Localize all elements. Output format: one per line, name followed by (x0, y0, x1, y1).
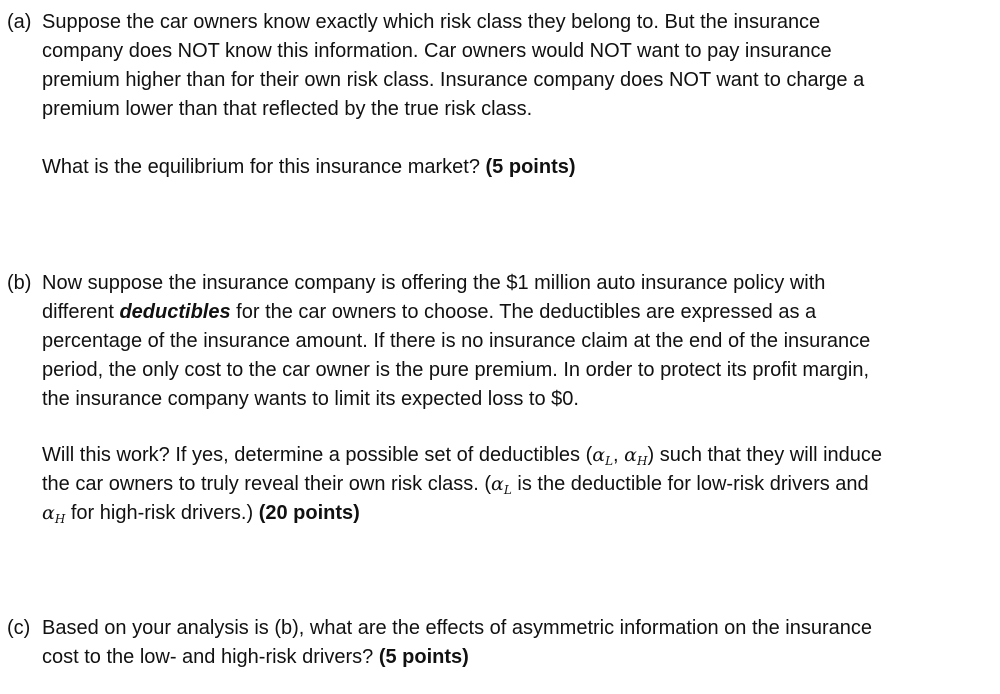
question-c-line-1: Based on your analysis is (b), what are the effects of asymmetric information on the insurance (42, 617, 873, 639)
question-b-body (42, 269, 980, 414)
alpha-h-symbol-2: $\alpha_H$ (42, 502, 66, 526)
alpha-l-symbol: $\alpha_L$ (592, 444, 614, 468)
question-b-prompt-l1-post: ) such that they will induce (647, 444, 883, 466)
question-a-points: (5 points) (485, 156, 576, 178)
alpha-h-symbol: $\alpha_H$ (624, 444, 648, 468)
question-b-line-1: Now suppose the insurance company is offering the $1 million auto insurance policy with (42, 272, 826, 294)
question-b-prompt-line-3 (42, 499, 980, 528)
question-b-points: (20 points) (258, 502, 360, 524)
question-a-line-3: premium higher than for their own risk class. Insurance company does NOT want to charge a (42, 69, 865, 91)
question-c-body (42, 614, 980, 672)
question-b-line-2-pre: different (42, 301, 120, 323)
alpha-l-symbol-2: $\alpha_L$ (491, 473, 512, 497)
question-a-prompt-text: What is the equilibrium for this insurance market? (42, 156, 486, 178)
question-a-line-4: premium lower than that reflected by the true risk class. (42, 98, 533, 120)
question-b-line-4: period, the only cost to the car owner is the pure premium. In order to protect its profit margin, (42, 359, 870, 381)
deductibles-term: deductibles (119, 301, 231, 323)
question-a-body (42, 8, 980, 124)
comma-separator: , (613, 444, 625, 466)
question-c-points: (5 points) (378, 646, 469, 668)
question-a-line-2: company does NOT know this information. Car owners would NOT want to pay insurance (42, 40, 832, 62)
question-b-prompt-line-2 (42, 470, 980, 499)
question-a-label: (a) (7, 11, 32, 33)
question-b-prompt-l2-pre: the car owners to truly reveal their own risk class. ( (42, 473, 492, 495)
question-b-line-3: percentage of the insurance amount. If there is no insurance claim at the end of the insurance (42, 330, 871, 352)
question-a-prompt-line (42, 153, 980, 182)
question-c-line-2-text: cost to the low- and high-risk drivers? (42, 646, 379, 668)
question-a-prompt (42, 153, 980, 182)
question-a-line-1: Suppose the car owners know exactly which risk class they belong to. But the insurance (42, 11, 821, 33)
question-b-prompt-l3-post: for high-risk drivers.) (65, 502, 259, 524)
question-b-line-2-post: for the car owners to choose. The deductibles are expressed as a (230, 301, 817, 323)
question-c-label: (c) (7, 617, 31, 639)
question-b-label: (b) (7, 272, 32, 294)
question-b-prompt (42, 441, 980, 528)
question-b-prompt-l2-post: is the deductible for low-risk drivers and (511, 473, 869, 495)
question-b-prompt-line-1 (42, 441, 980, 470)
question-b-prompt-l1-pre: Will this work? If yes, determine a possible set of deductibles ( (42, 444, 593, 466)
question-b-line-5: the insurance company wants to limit its expected loss to $0. (42, 388, 579, 410)
question-c-line-2 (42, 643, 980, 672)
question-b-line-2 (42, 298, 980, 327)
